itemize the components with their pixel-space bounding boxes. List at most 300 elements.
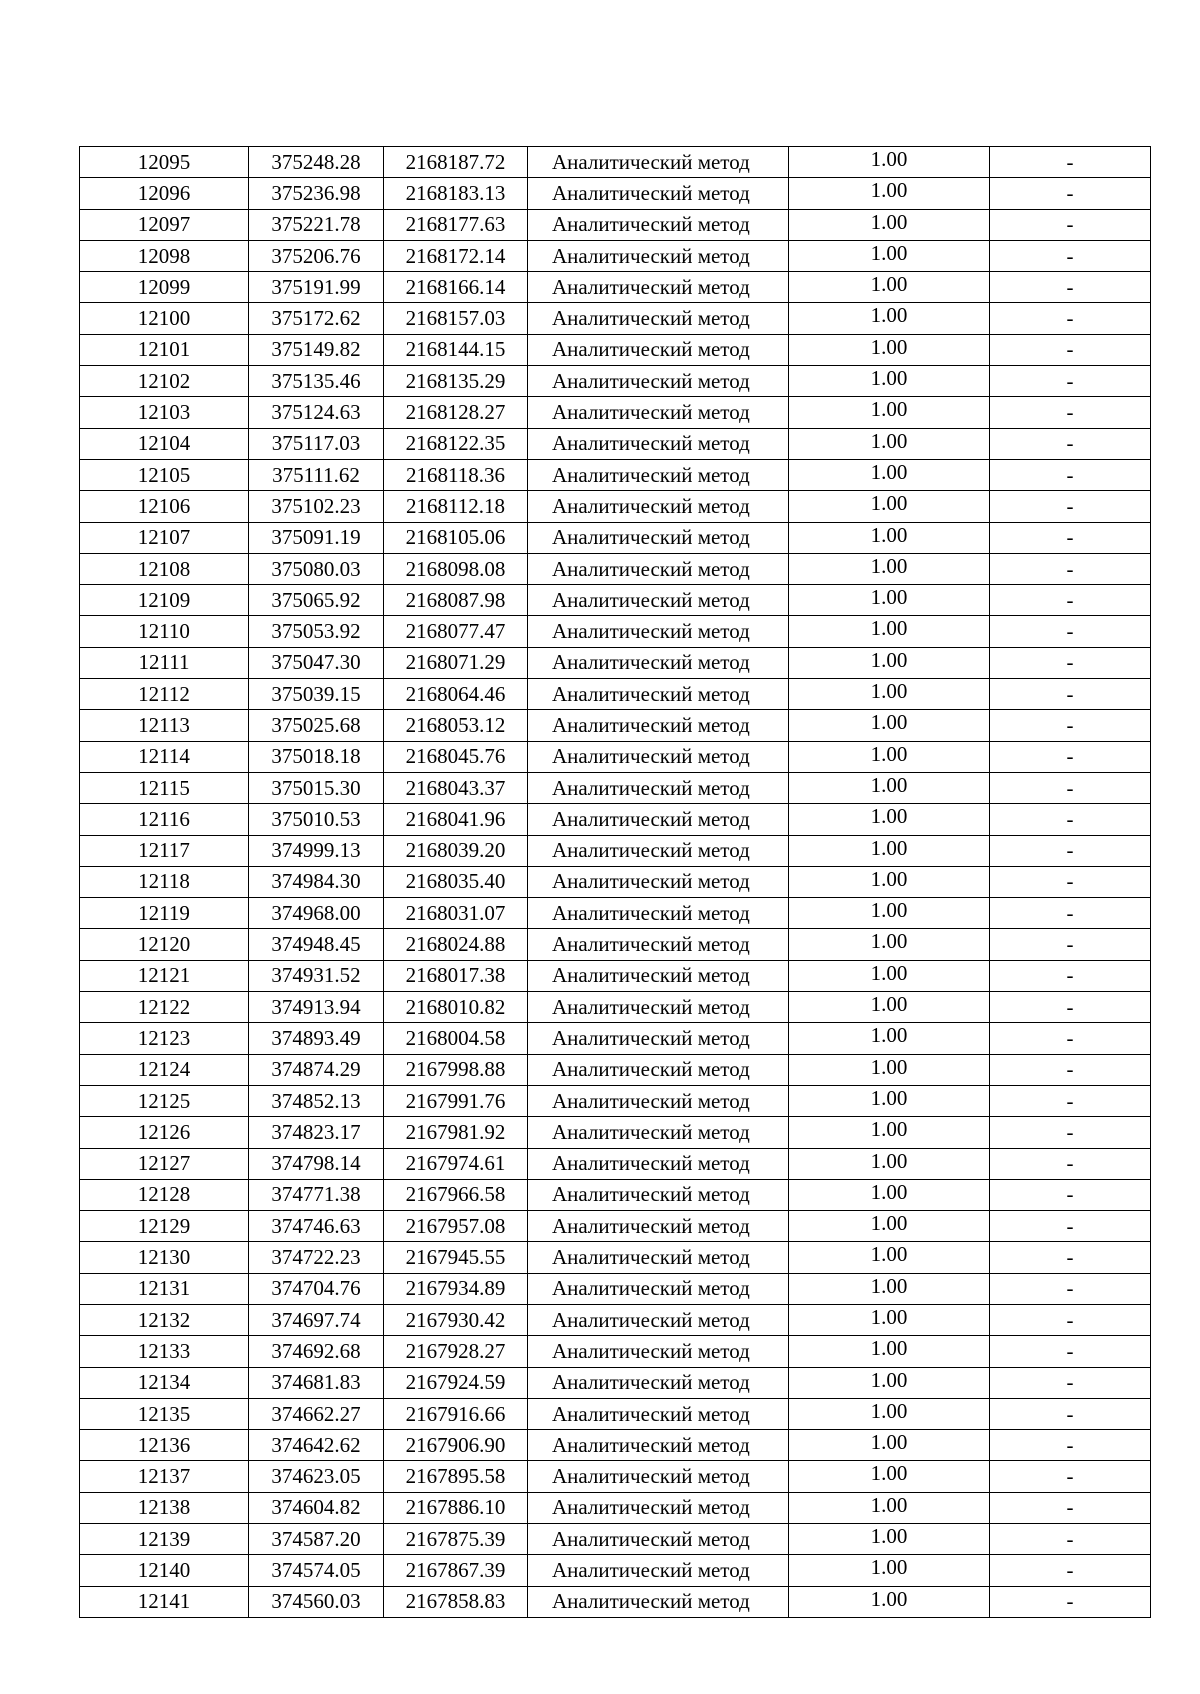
method-cell: Аналитический метод [528, 929, 789, 960]
description-cell: - [990, 772, 1151, 803]
x-coordinate-cell: 375191.99 [249, 272, 384, 303]
description-cell: - [990, 835, 1151, 866]
method-cell: Аналитический метод [528, 240, 789, 271]
description-cell: - [990, 1148, 1151, 1179]
description-cell: - [990, 898, 1151, 929]
x-coordinate-cell: 374823.17 [249, 1117, 384, 1148]
x-coordinate-cell: 374574.05 [249, 1555, 384, 1586]
accuracy-cell: 1.00 [789, 1117, 990, 1148]
accuracy-cell: 1.00 [789, 553, 990, 584]
table-row [80, 647, 1151, 678]
x-coordinate-cell: 375172.62 [249, 303, 384, 334]
description-cell: - [990, 960, 1151, 991]
description-cell: - [990, 1367, 1151, 1398]
description-cell: - [990, 585, 1151, 616]
description-cell: - [990, 491, 1151, 522]
x-coordinate-cell: 374587.20 [249, 1524, 384, 1555]
accuracy-cell: 1.00 [789, 960, 990, 991]
accuracy-cell: 1.00 [789, 178, 990, 209]
method-cell: Аналитический метод [528, 585, 789, 616]
description-cell: - [990, 1304, 1151, 1335]
point-number-cell: 12130 [80, 1242, 249, 1273]
table-row [80, 1367, 1151, 1398]
accuracy-cell: 1.00 [789, 240, 990, 271]
table-row [80, 898, 1151, 929]
x-coordinate-cell: 374704.76 [249, 1273, 384, 1304]
accuracy-cell: 1.00 [789, 616, 990, 647]
description-cell: - [990, 804, 1151, 835]
y-coordinate-cell: 2168177.63 [384, 209, 528, 240]
description-cell: - [990, 1023, 1151, 1054]
point-number-cell: 12128 [80, 1179, 249, 1210]
table-row [80, 1211, 1151, 1242]
accuracy-cell: 1.00 [789, 1398, 990, 1429]
accuracy-cell: 1.00 [789, 1054, 990, 1085]
y-coordinate-cell: 2168187.72 [384, 147, 528, 178]
table-row [80, 616, 1151, 647]
description-cell: - [990, 397, 1151, 428]
table-row [80, 679, 1151, 710]
table-row [80, 710, 1151, 741]
x-coordinate-cell: 374692.68 [249, 1336, 384, 1367]
y-coordinate-cell: 2168166.14 [384, 272, 528, 303]
y-coordinate-cell: 2168157.03 [384, 303, 528, 334]
x-coordinate-cell: 375236.98 [249, 178, 384, 209]
x-coordinate-cell: 374746.63 [249, 1211, 384, 1242]
y-coordinate-cell: 2168112.18 [384, 491, 528, 522]
description-cell: - [990, 240, 1151, 271]
table-row [80, 1461, 1151, 1492]
accuracy-cell: 1.00 [789, 1179, 990, 1210]
accuracy-cell: 1.00 [789, 1430, 990, 1461]
table-row [80, 772, 1151, 803]
y-coordinate-cell: 2168128.27 [384, 397, 528, 428]
description-cell: - [990, 679, 1151, 710]
y-coordinate-cell: 2168144.15 [384, 334, 528, 365]
table-row [80, 1242, 1151, 1273]
description-cell: - [990, 1273, 1151, 1304]
x-coordinate-cell: 374968.00 [249, 898, 384, 929]
table-row [80, 960, 1151, 991]
x-coordinate-cell: 374893.49 [249, 1023, 384, 1054]
x-coordinate-cell: 375206.76 [249, 240, 384, 271]
point-number-cell: 12114 [80, 741, 249, 772]
description-cell: - [990, 1179, 1151, 1210]
table-row [80, 397, 1151, 428]
table-row [80, 178, 1151, 209]
accuracy-cell: 1.00 [789, 929, 990, 960]
y-coordinate-cell: 2167981.92 [384, 1117, 528, 1148]
x-coordinate-cell: 375117.03 [249, 428, 384, 459]
point-number-cell: 12106 [80, 491, 249, 522]
table-row [80, 1398, 1151, 1429]
method-cell: Аналитический метод [528, 1117, 789, 1148]
point-number-cell: 12113 [80, 710, 249, 741]
table-row [80, 804, 1151, 835]
accuracy-cell: 1.00 [789, 1085, 990, 1116]
table-row [80, 1524, 1151, 1555]
point-number-cell: 12124 [80, 1054, 249, 1085]
method-cell: Аналитический метод [528, 1023, 789, 1054]
x-coordinate-cell: 375221.78 [249, 209, 384, 240]
table-row [80, 1555, 1151, 1586]
description-cell: - [990, 1085, 1151, 1116]
table-row [80, 240, 1151, 271]
point-number-cell: 12099 [80, 272, 249, 303]
point-number-cell: 12109 [80, 585, 249, 616]
point-number-cell: 12097 [80, 209, 249, 240]
table-row [80, 1023, 1151, 1054]
y-coordinate-cell: 2167928.27 [384, 1336, 528, 1367]
method-cell: Аналитический метод [528, 522, 789, 553]
x-coordinate-cell: 375047.30 [249, 647, 384, 678]
description-cell: - [990, 741, 1151, 772]
accuracy-cell: 1.00 [789, 1492, 990, 1523]
coordinates-table-body [80, 147, 1151, 1618]
method-cell: Аналитический метод [528, 272, 789, 303]
point-number-cell: 12095 [80, 147, 249, 178]
description-cell: - [990, 209, 1151, 240]
y-coordinate-cell: 2167867.39 [384, 1555, 528, 1586]
x-coordinate-cell: 374913.94 [249, 992, 384, 1023]
point-number-cell: 12135 [80, 1398, 249, 1429]
point-number-cell: 12121 [80, 960, 249, 991]
accuracy-cell: 1.00 [789, 1524, 990, 1555]
accuracy-cell: 1.00 [789, 428, 990, 459]
x-coordinate-cell: 374623.05 [249, 1461, 384, 1492]
y-coordinate-cell: 2167930.42 [384, 1304, 528, 1335]
point-number-cell: 12117 [80, 835, 249, 866]
table-row [80, 209, 1151, 240]
method-cell: Аналитический метод [528, 741, 789, 772]
point-number-cell: 12098 [80, 240, 249, 271]
accuracy-cell: 1.00 [789, 334, 990, 365]
y-coordinate-cell: 2168004.58 [384, 1023, 528, 1054]
accuracy-cell: 1.00 [789, 522, 990, 553]
point-number-cell: 12138 [80, 1492, 249, 1523]
method-cell: Аналитический метод [528, 804, 789, 835]
table-row [80, 1117, 1151, 1148]
y-coordinate-cell: 2168035.40 [384, 866, 528, 897]
table-row [80, 585, 1151, 616]
point-number-cell: 12104 [80, 428, 249, 459]
accuracy-cell: 1.00 [789, 209, 990, 240]
point-number-cell: 12141 [80, 1586, 249, 1617]
x-coordinate-cell: 374931.52 [249, 960, 384, 991]
y-coordinate-cell: 2168017.38 [384, 960, 528, 991]
method-cell: Аналитический метод [528, 178, 789, 209]
accuracy-cell: 1.00 [789, 1242, 990, 1273]
accuracy-cell: 1.00 [789, 585, 990, 616]
accuracy-cell: 1.00 [789, 1304, 990, 1335]
point-number-cell: 12139 [80, 1524, 249, 1555]
description-cell: - [990, 929, 1151, 960]
description-cell: - [990, 428, 1151, 459]
point-number-cell: 12100 [80, 303, 249, 334]
point-number-cell: 12120 [80, 929, 249, 960]
description-cell: - [990, 1054, 1151, 1085]
accuracy-cell: 1.00 [789, 491, 990, 522]
method-cell: Аналитический метод [528, 366, 789, 397]
x-coordinate-cell: 374984.30 [249, 866, 384, 897]
method-cell: Аналитический метод [528, 960, 789, 991]
y-coordinate-cell: 2168172.14 [384, 240, 528, 271]
y-coordinate-cell: 2168071.29 [384, 647, 528, 678]
point-number-cell: 12116 [80, 804, 249, 835]
method-cell: Аналитический метод [528, 1555, 789, 1586]
point-number-cell: 12105 [80, 459, 249, 490]
x-coordinate-cell: 375248.28 [249, 147, 384, 178]
x-coordinate-cell: 374697.74 [249, 1304, 384, 1335]
y-coordinate-cell: 2168118.36 [384, 459, 528, 490]
accuracy-cell: 1.00 [789, 366, 990, 397]
accuracy-cell: 1.00 [789, 710, 990, 741]
description-cell: - [990, 272, 1151, 303]
accuracy-cell: 1.00 [789, 1273, 990, 1304]
point-number-cell: 12108 [80, 553, 249, 584]
y-coordinate-cell: 2167924.59 [384, 1367, 528, 1398]
accuracy-cell: 1.00 [789, 272, 990, 303]
method-cell: Аналитический метод [528, 866, 789, 897]
accuracy-cell: 1.00 [789, 772, 990, 803]
method-cell: Аналитический метод [528, 428, 789, 459]
x-coordinate-cell: 375015.30 [249, 772, 384, 803]
description-cell: - [990, 366, 1151, 397]
y-coordinate-cell: 2168024.88 [384, 929, 528, 960]
accuracy-cell: 1.00 [789, 741, 990, 772]
method-cell: Аналитический метод [528, 1524, 789, 1555]
description-cell: - [990, 1117, 1151, 1148]
point-number-cell: 12134 [80, 1367, 249, 1398]
y-coordinate-cell: 2167886.10 [384, 1492, 528, 1523]
x-coordinate-cell: 375149.82 [249, 334, 384, 365]
description-cell: - [990, 1398, 1151, 1429]
point-number-cell: 12127 [80, 1148, 249, 1179]
point-number-cell: 12119 [80, 898, 249, 929]
y-coordinate-cell: 2168064.46 [384, 679, 528, 710]
method-cell: Аналитический метод [528, 397, 789, 428]
method-cell: Аналитический метод [528, 1398, 789, 1429]
method-cell: Аналитический метод [528, 209, 789, 240]
method-cell: Аналитический метод [528, 898, 789, 929]
accuracy-cell: 1.00 [789, 1555, 990, 1586]
table-row [80, 866, 1151, 897]
point-number-cell: 12101 [80, 334, 249, 365]
method-cell: Аналитический метод [528, 1273, 789, 1304]
method-cell: Аналитический метод [528, 1304, 789, 1335]
method-cell: Аналитический метод [528, 303, 789, 334]
x-coordinate-cell: 374722.23 [249, 1242, 384, 1273]
accuracy-cell: 1.00 [789, 1586, 990, 1617]
description-cell: - [990, 1430, 1151, 1461]
table-row [80, 491, 1151, 522]
method-cell: Аналитический метод [528, 1179, 789, 1210]
y-coordinate-cell: 2167906.90 [384, 1430, 528, 1461]
method-cell: Аналитический метод [528, 1054, 789, 1085]
description-cell: - [990, 1524, 1151, 1555]
method-cell: Аналитический метод [528, 1430, 789, 1461]
point-number-cell: 12140 [80, 1555, 249, 1586]
accuracy-cell: 1.00 [789, 898, 990, 929]
x-coordinate-cell: 375018.18 [249, 741, 384, 772]
y-coordinate-cell: 2167895.58 [384, 1461, 528, 1492]
table-row [80, 1273, 1151, 1304]
table-row [80, 1054, 1151, 1085]
x-coordinate-cell: 374874.29 [249, 1054, 384, 1085]
method-cell: Аналитический метод [528, 1492, 789, 1523]
point-number-cell: 12129 [80, 1211, 249, 1242]
description-cell: - [990, 1336, 1151, 1367]
x-coordinate-cell: 374852.13 [249, 1085, 384, 1116]
point-number-cell: 12111 [80, 647, 249, 678]
table-row [80, 1336, 1151, 1367]
description-cell: - [990, 710, 1151, 741]
point-number-cell: 12133 [80, 1336, 249, 1367]
point-number-cell: 12123 [80, 1023, 249, 1054]
description-cell: - [990, 522, 1151, 553]
description-cell: - [990, 616, 1151, 647]
method-cell: Аналитический метод [528, 1211, 789, 1242]
x-coordinate-cell: 374948.45 [249, 929, 384, 960]
accuracy-cell: 1.00 [789, 1336, 990, 1367]
y-coordinate-cell: 2167875.39 [384, 1524, 528, 1555]
method-cell: Аналитический метод [528, 1242, 789, 1273]
method-cell: Аналитический метод [528, 647, 789, 678]
description-cell: - [990, 178, 1151, 209]
y-coordinate-cell: 2167858.83 [384, 1586, 528, 1617]
point-number-cell: 12102 [80, 366, 249, 397]
x-coordinate-cell: 374604.82 [249, 1492, 384, 1523]
accuracy-cell: 1.00 [789, 835, 990, 866]
table-row [80, 992, 1151, 1023]
description-cell: - [990, 1461, 1151, 1492]
x-coordinate-cell: 375065.92 [249, 585, 384, 616]
point-number-cell: 12131 [80, 1273, 249, 1304]
point-number-cell: 12107 [80, 522, 249, 553]
description-cell: - [990, 1586, 1151, 1617]
table-row [80, 366, 1151, 397]
table-row [80, 835, 1151, 866]
description-cell: - [990, 459, 1151, 490]
point-number-cell: 12103 [80, 397, 249, 428]
x-coordinate-cell: 374560.03 [249, 1586, 384, 1617]
x-coordinate-cell: 375080.03 [249, 553, 384, 584]
table-row [80, 1179, 1151, 1210]
accuracy-cell: 1.00 [789, 647, 990, 678]
description-cell: - [990, 866, 1151, 897]
y-coordinate-cell: 2167945.55 [384, 1242, 528, 1273]
x-coordinate-cell: 375091.19 [249, 522, 384, 553]
table-row [80, 272, 1151, 303]
point-number-cell: 12136 [80, 1430, 249, 1461]
accuracy-cell: 1.00 [789, 1367, 990, 1398]
table-row [80, 1586, 1151, 1617]
table-row [80, 741, 1151, 772]
table-row [80, 1492, 1151, 1523]
table-row [80, 522, 1151, 553]
method-cell: Аналитический метод [528, 679, 789, 710]
method-cell: Аналитический метод [528, 1336, 789, 1367]
accuracy-cell: 1.00 [789, 992, 990, 1023]
y-coordinate-cell: 2168183.13 [384, 178, 528, 209]
accuracy-cell: 1.00 [789, 866, 990, 897]
accuracy-cell: 1.00 [789, 397, 990, 428]
y-coordinate-cell: 2168043.37 [384, 772, 528, 803]
method-cell: Аналитический метод [528, 835, 789, 866]
method-cell: Аналитический метод [528, 459, 789, 490]
table-row [80, 147, 1151, 178]
table-row [80, 428, 1151, 459]
table-row [80, 553, 1151, 584]
point-number-cell: 12137 [80, 1461, 249, 1492]
description-cell: - [990, 303, 1151, 334]
description-cell: - [990, 553, 1151, 584]
y-coordinate-cell: 2167998.88 [384, 1054, 528, 1085]
x-coordinate-cell: 374798.14 [249, 1148, 384, 1179]
description-cell: - [990, 647, 1151, 678]
x-coordinate-cell: 375124.63 [249, 397, 384, 428]
description-cell: - [990, 1492, 1151, 1523]
table-row [80, 1304, 1151, 1335]
table-row [80, 1148, 1151, 1179]
accuracy-cell: 1.00 [789, 679, 990, 710]
accuracy-cell: 1.00 [789, 1023, 990, 1054]
y-coordinate-cell: 2167916.66 [384, 1398, 528, 1429]
x-coordinate-cell: 375053.92 [249, 616, 384, 647]
point-number-cell: 12125 [80, 1085, 249, 1116]
x-coordinate-cell: 374999.13 [249, 835, 384, 866]
method-cell: Аналитический метод [528, 772, 789, 803]
y-coordinate-cell: 2168135.29 [384, 366, 528, 397]
y-coordinate-cell: 2167966.58 [384, 1179, 528, 1210]
accuracy-cell: 1.00 [789, 804, 990, 835]
point-number-cell: 12122 [80, 992, 249, 1023]
accuracy-cell: 1.00 [789, 303, 990, 334]
method-cell: Аналитический метод [528, 616, 789, 647]
y-coordinate-cell: 2167974.61 [384, 1148, 528, 1179]
point-number-cell: 12118 [80, 866, 249, 897]
table-row [80, 303, 1151, 334]
table-row [80, 1430, 1151, 1461]
table-row [80, 929, 1151, 960]
x-coordinate-cell: 375135.46 [249, 366, 384, 397]
x-coordinate-cell: 374681.83 [249, 1367, 384, 1398]
description-cell: - [990, 1555, 1151, 1586]
x-coordinate-cell: 374662.27 [249, 1398, 384, 1429]
method-cell: Аналитический метод [528, 992, 789, 1023]
table-row [80, 459, 1151, 490]
y-coordinate-cell: 2168087.98 [384, 585, 528, 616]
point-number-cell: 12132 [80, 1304, 249, 1335]
method-cell: Аналитический метод [528, 1461, 789, 1492]
description-cell: - [990, 334, 1151, 365]
y-coordinate-cell: 2168077.47 [384, 616, 528, 647]
y-coordinate-cell: 2168045.76 [384, 741, 528, 772]
accuracy-cell: 1.00 [789, 1461, 990, 1492]
method-cell: Аналитический метод [528, 1586, 789, 1617]
y-coordinate-cell: 2168010.82 [384, 992, 528, 1023]
point-number-cell: 12096 [80, 178, 249, 209]
point-number-cell: 12126 [80, 1117, 249, 1148]
y-coordinate-cell: 2168031.07 [384, 898, 528, 929]
y-coordinate-cell: 2168041.96 [384, 804, 528, 835]
description-cell: - [990, 1211, 1151, 1242]
y-coordinate-cell: 2167934.89 [384, 1273, 528, 1304]
y-coordinate-cell: 2168039.20 [384, 835, 528, 866]
accuracy-cell: 1.00 [789, 147, 990, 178]
x-coordinate-cell: 375111.62 [249, 459, 384, 490]
y-coordinate-cell: 2168105.06 [384, 522, 528, 553]
